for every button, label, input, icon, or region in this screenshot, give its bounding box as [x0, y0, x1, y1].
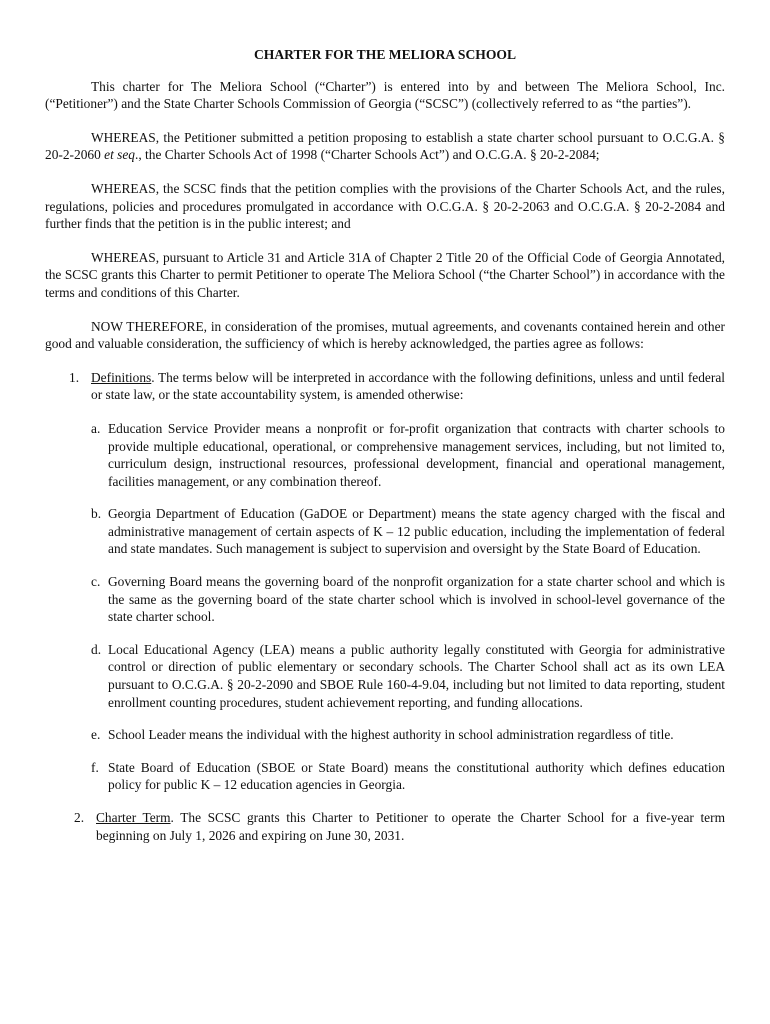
list-item	[91, 420, 725, 490]
section-text: . The terms below will be interpreted in accordance with the following definitions, unless and until federal or state law, or the state accountability system, is amended otherwise:	[91, 369, 725, 403]
list-item-text: State Board of Education (SBOE or State Board) means the constitutional authority which defines education policy for public K – 12 education agencies in Georgia.	[108, 759, 725, 793]
section-text: . The SCSC grants this Charter to Petitioner to operate the Charter School for a five-year term beginning on July 1, 2026 and expiring on June 30, 2031.	[96, 810, 725, 843]
list-item	[91, 573, 725, 626]
section-body	[91, 369, 725, 404]
list-item-text: School Leader means the individual with the highest authority in school administration regardless of title.	[108, 727, 674, 743]
section-heading: Definitions	[91, 369, 152, 385]
intro-paragraph: This charter for The Meliora School (“Charter”) is entered into by and between The Meliora School, Inc. (“Petitioner”) and the State Charter Schools Commission of Georgia (“SCSC”) (collectively referred to as “the parties”).	[45, 78, 725, 112]
list-item	[91, 641, 725, 711]
section-definitions	[69, 369, 725, 404]
document-title: CHARTER FOR THE MELIORA SCHOOL	[253, 47, 517, 62]
list-item-text: Local Educational Agency (LEA) means a public authority legally constituted with Georgia for administrative control or direction of public elementary or secondary schools. The Charter School shall act as its own LEA pursuant to O.C.G.A. § 20-2-2090 and SBOE Rule 160-4-9.04, including but not limited to data reporting, student enrollment counting procedures, student achievement reporting, and funding allocations.	[108, 641, 725, 710]
whereas-paragraph-1	[45, 129, 725, 164]
whereas-1-italic: et seq	[104, 147, 136, 163]
list-item-text: Governing Board means the governing board of the nonprofit organization for a state charter school and which is the same as the governing board of the state charter school which is involved in school-level governance of the state charter school.	[108, 574, 725, 625]
list-item-letter: c.	[91, 574, 101, 590]
list-item	[91, 759, 725, 794]
whereas-1-before: WHEREAS, the Petitioner submitted a petition proposing to establish a state charter school pursuant to O.C.G.A. § 20-2-2060	[45, 129, 725, 163]
section-heading: Charter Term	[96, 810, 171, 825]
section-charter-term	[74, 809, 725, 844]
list-item-letter: b.	[91, 506, 102, 522]
list-item-letter: d.	[91, 641, 102, 657]
whereas-1-after: ., the Charter Schools Act of 1998 (“Charter Schools Act”) and O.C.G.A. § 20-2-2084;	[135, 147, 600, 163]
section-number: 1.	[69, 369, 80, 385]
definitions-list	[91, 420, 725, 794]
list-item-text: Georgia Department of Education (GaDOE or Department) means the state agency charged with the fiscal and administrative management of certain aspects of K – 12 public education, including the implementation of federal and state mandates. Such management is subject to supervision and oversight by the State Board of Education.	[108, 506, 725, 557]
section-body	[96, 809, 725, 844]
list-item-letter: e.	[91, 727, 101, 743]
section-number: 2.	[74, 810, 85, 825]
list-item-text: Education Service Provider means a nonprofit or for-profit organization that contracts with charter schools to provide multiple educational, operational, or comprehensive management services, including, but not limited to, curriculum design, instructional resources, professional development, financial and operational management, facilities management, or any combination thereof.	[108, 420, 725, 489]
list-item-letter: a.	[91, 420, 101, 436]
list-item-letter: f.	[91, 759, 99, 775]
list-item	[91, 726, 725, 744]
list-item	[91, 505, 725, 558]
whereas-paragraph-3: WHEREAS, pursuant to Article 31 and Article 31A of Chapter 2 Title 20 of the Official Code of Georgia Annotated, the SCSC grants this Charter to permit Petitioner to operate The Meliora School (“the Charter School”) in accordance with the terms and conditions of this Charter.	[45, 249, 725, 300]
whereas-paragraph-2: WHEREAS, the SCSC finds that the petition complies with the provisions of the Charter Schools Act, and the rules, regulations, policies and procedures promulgated in accordance with O.C.G.A. § 20-2-2063 and O.C.G.A. § 20-2-2084 and further finds that the petition is in the public interest; and	[45, 180, 725, 232]
now-therefore-paragraph: NOW THEREFORE, in consideration of the promises, mutual agreements, and covenants contained herein and other good and valuable consideration, the sufficiency of which is hereby acknowledged, the parties agree as follows:	[45, 318, 725, 352]
